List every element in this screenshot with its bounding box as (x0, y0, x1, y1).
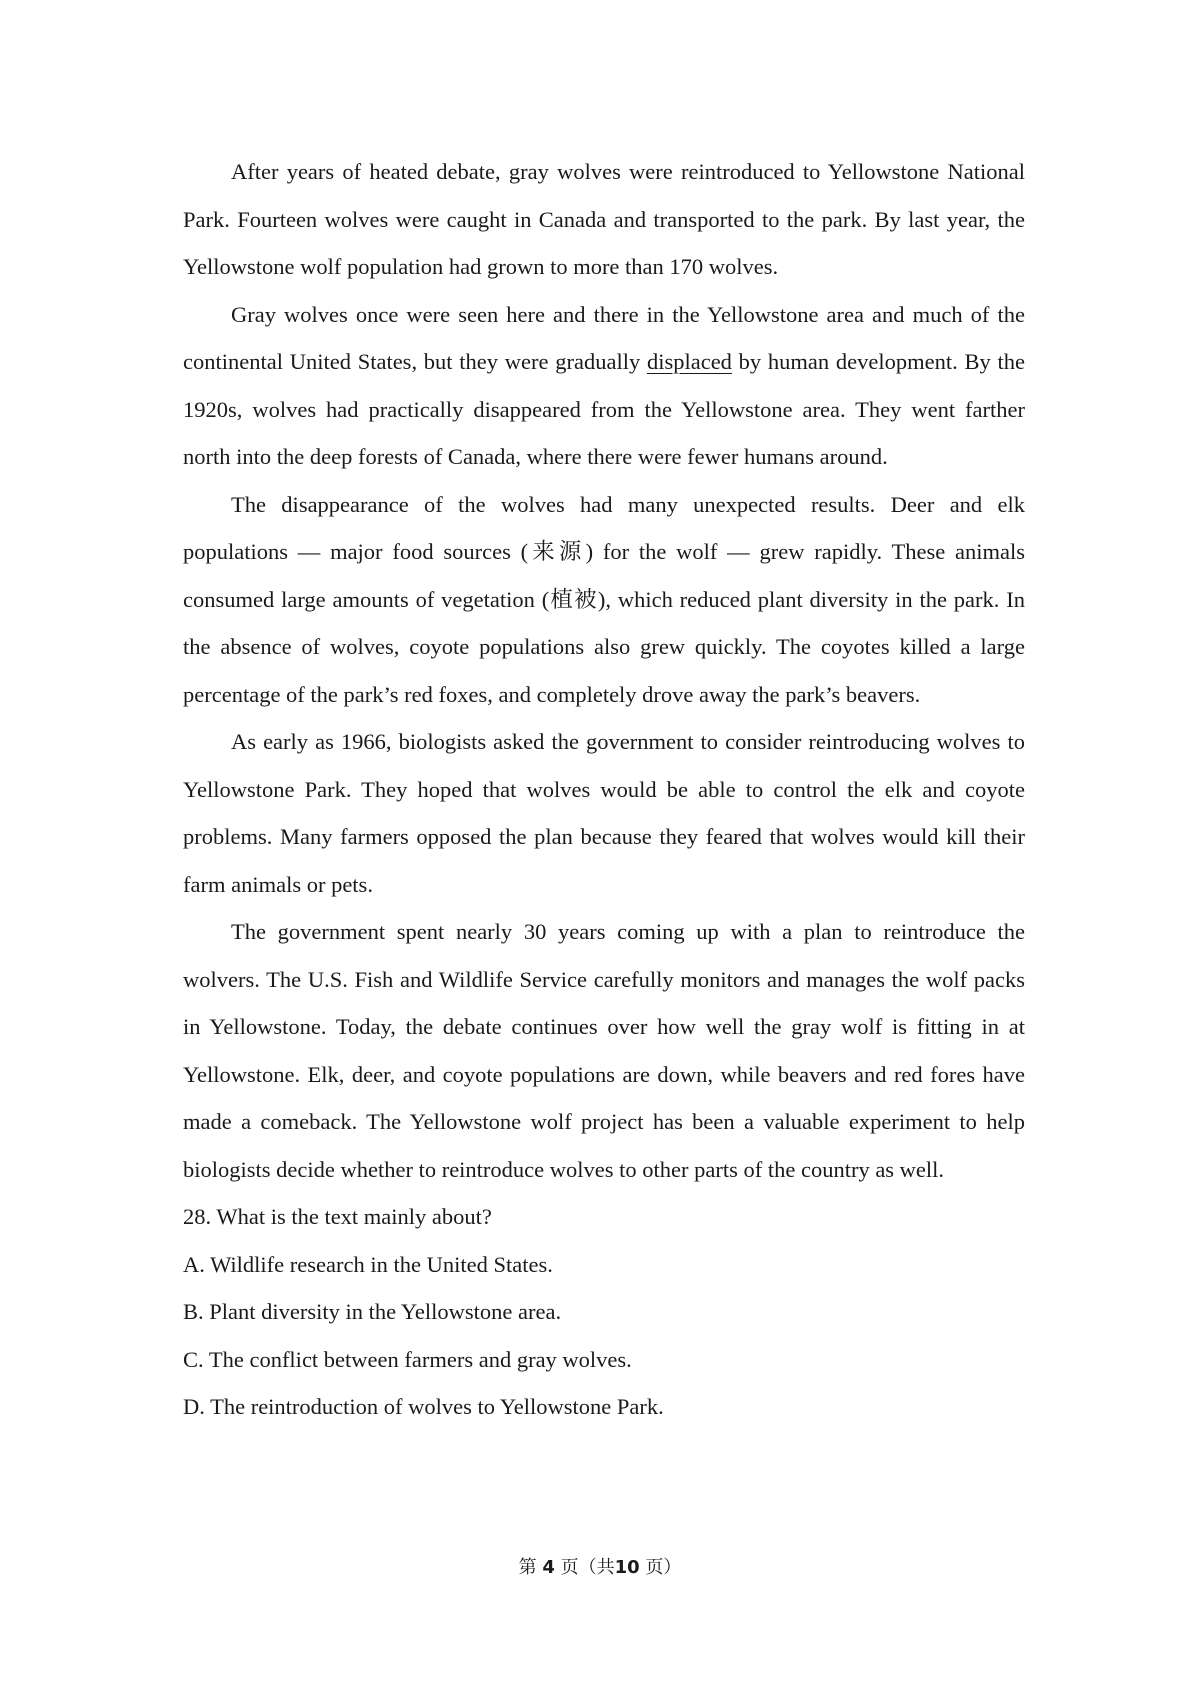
paragraph-1: After years of heated debate, gray wolves were reintroduced to Yellowstone National Park. Fourteen wolves were caught in Canada and transported to the park. By last year, the Yellowstone wolf population had grown to more than 170 wolves. (183, 159, 1025, 279)
paragraph-4: As early as 1966, biologists asked the government to consider reintroducing wolves to Yellowstone Park. They hoped that wolves would be able to control the elk and coyote problems. Many farmers opposed the plan because they feared that wolves would kill their farm animals or pets. (183, 729, 1025, 897)
footer-page-number: 4 (542, 1557, 555, 1578)
paragraph-2-text-after: by human development. By the 1920s, wolves had practically disappeared from the Yellowstone area. They went farther north into the deep forests of Canada, where there were fewer humans around. (183, 349, 1025, 469)
paragraph-2-text-before: Gray wolves once were seen here and there in the Yellowstone area and much of the continental United States, but they were gradually (183, 301, 1025, 374)
option-c: C. The conflict between farmers and gray wolves. (183, 1346, 632, 1372)
underlined-word-displaced: displaced (646, 349, 732, 374)
paragraph-5: The government spent nearly 30 years coming up with a plan to reintroduce the wolvers. The U.S. Fish and Wildlife Service carefully monitors and manages the wolf packs in Yellowstone. Today, the debate continues over how well the gray wolf is fitting in at Yellowstone. Elk, deer, and coyote populations are down, while beavers and red fores have made a comeback. The Yellowstone wolf project has been a valuable experiment to help biologists decide whether to reintroduce wolves to other parts of the country as well. (183, 919, 1025, 1182)
footer-total-pages: 10 (614, 1557, 640, 1578)
option-d: D. The reintroduction of wolves to Yellowstone Park. (183, 1394, 664, 1419)
document-page (183, 148, 1025, 1431)
footer-suffix: 页） (645, 1557, 682, 1578)
page-footer (0, 1556, 1200, 1580)
paragraph-2 (183, 291, 1025, 481)
question-stem: 28. What is the text mainly about? (183, 1204, 492, 1229)
option-b: B. Plant diversity in the Yellowstone area. (183, 1299, 562, 1324)
option-a: A. Wildlife research in the United States. (183, 1251, 553, 1277)
footer-prefix: 第 (518, 1557, 537, 1578)
paragraph-3: The disappearance of the wolves had many unexpected results. Deer and elk populations — major food sources (来源) for the wolf — grew rapidly. These animals consumed large amounts of vegetation (植被), which reduced plant diversity in the park. In the absence of wolves, coyote populations also grew quickly. The coyotes killed a large percentage of the park’s red foxes, and completely drove away the park’s beavers. (183, 491, 1025, 707)
footer-middle: 页（共 (560, 1557, 615, 1578)
